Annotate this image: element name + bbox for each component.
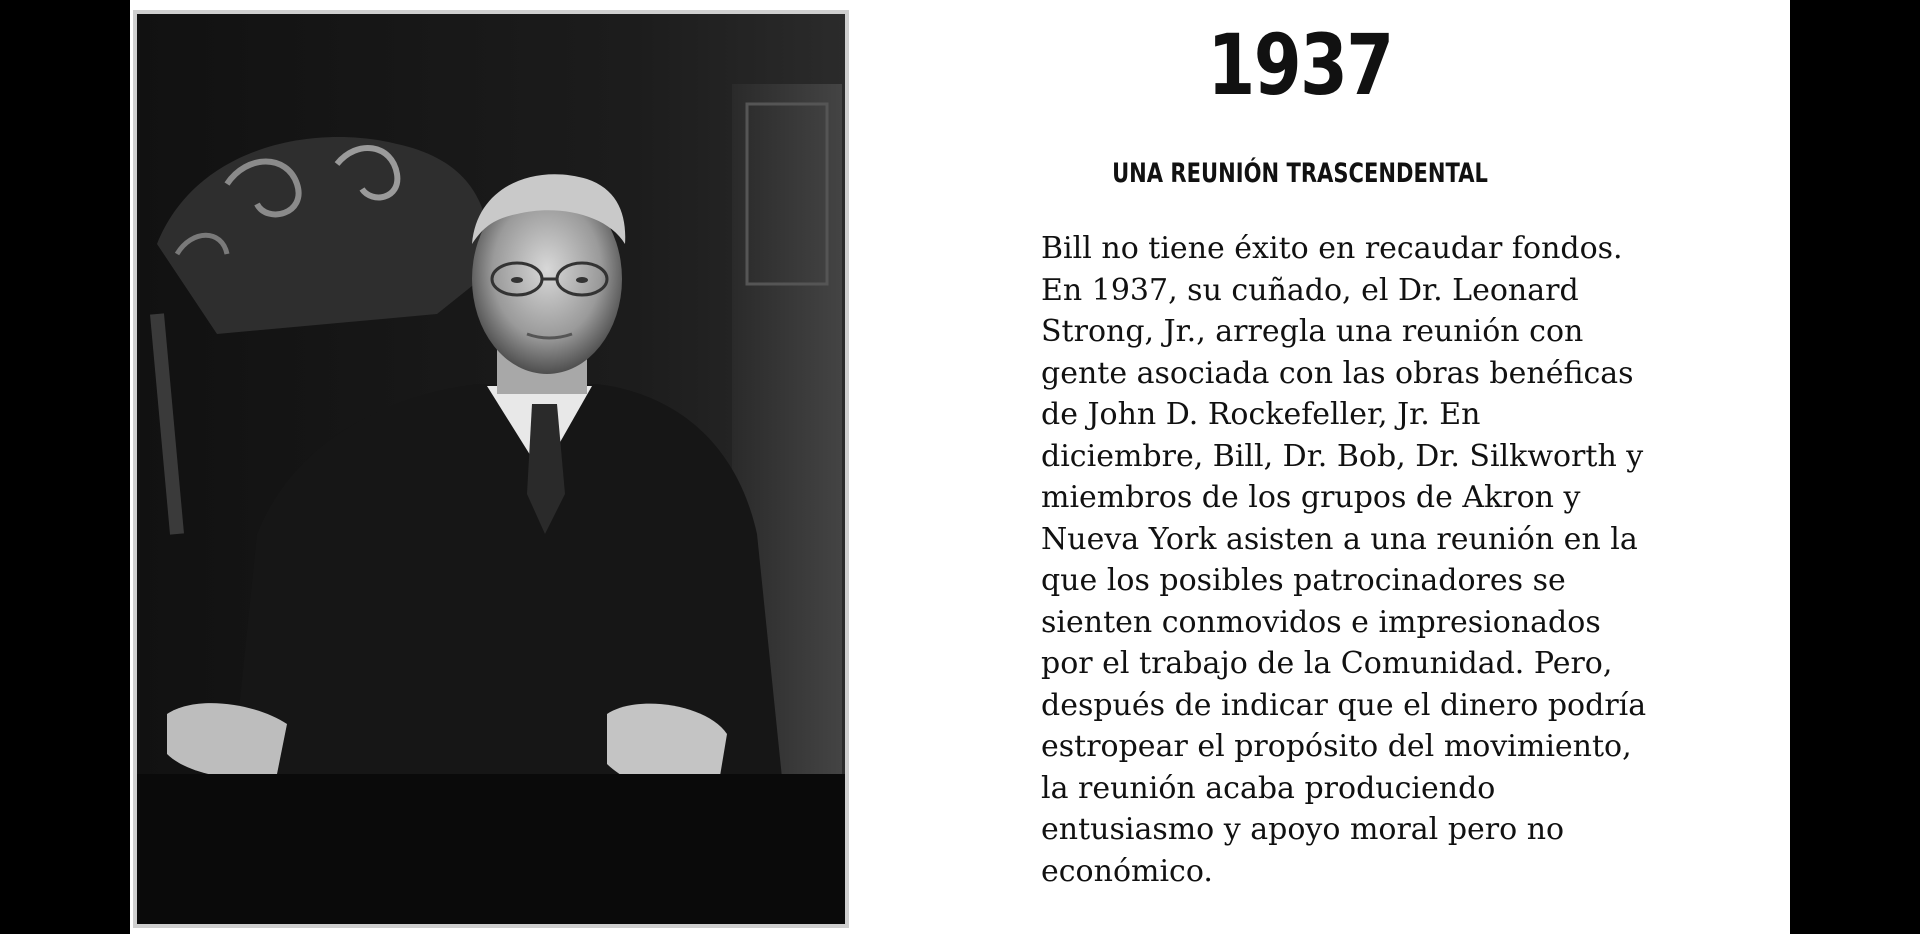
- body-line: Nueva York asisten a una reunión en la: [1041, 521, 1638, 557]
- body-line: Strong, Jr., arregla una reunión con: [1041, 314, 1584, 349]
- body-line: que los posibles patrocinadores se: [1041, 563, 1566, 598]
- slide-subtitle: UNA REUNIÓN TRASCENDENTAL: [1112, 158, 1488, 189]
- body-line: entusiasmo y apoyo moral pero no: [1041, 812, 1565, 847]
- slide: [130, 0, 1790, 934]
- body-line: sienten conmovidos e impresionados: [1041, 604, 1601, 640]
- slide-year-title: 1937: [1207, 16, 1393, 114]
- body-line: económico.: [1041, 853, 1213, 889]
- body-line: de John D. Rockefeller, Jr. En: [1041, 397, 1481, 432]
- body-line: En 1937, su cuñado, el Dr. Leonard: [1041, 272, 1579, 308]
- body-line: después de indicar que el dinero podría: [1041, 687, 1647, 723]
- body-line: diciembre, Bill, Dr. Bob, Dr. Silkworth y: [1041, 438, 1644, 474]
- body-line: por el trabajo de la Comunidad. Pero,: [1041, 646, 1613, 681]
- body-line: estropear el propósito del movimiento,: [1041, 729, 1632, 764]
- body-line: Bill no tiene éxito en recaudar fondos.: [1041, 231, 1623, 266]
- portrait-photo: [133, 10, 849, 928]
- portrait-photo-icon: [137, 14, 845, 924]
- slide-body-text: [1041, 228, 1681, 892]
- body-line: miembros de los grupos de Akron y: [1041, 480, 1581, 515]
- body-line: la reunión acaba produciendo: [1041, 770, 1496, 806]
- body-line: gente asociada con las obras benéficas: [1041, 355, 1634, 391]
